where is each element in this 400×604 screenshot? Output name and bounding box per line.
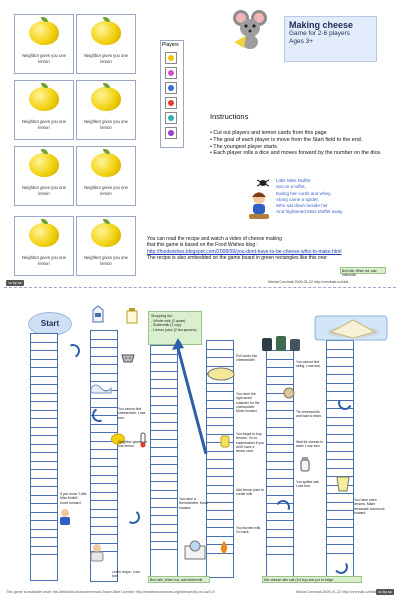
instruction-item: • The goal of each player is move from the Start field to the end.: [210, 136, 363, 143]
board-square[interactable]: [91, 510, 117, 519]
card-text: Neighbor gives you one lemon: [22, 53, 66, 64]
salt-shaker-icon: [298, 456, 312, 472]
flame-icon: [216, 540, 232, 556]
board-square[interactable]: [267, 419, 293, 428]
card-text: Neighbor gives you one lemon: [84, 255, 128, 266]
recipe-step-boil: Boil milk. When hot, add buttermilk.: [148, 576, 210, 583]
board-square[interactable]: [151, 516, 177, 525]
poem-line: And frightened Miss Muffet away: [276, 209, 343, 215]
board-square[interactable]: [31, 453, 57, 462]
board-square[interactable]: [151, 499, 177, 508]
card-text: Neighbor gives you one lemon: [22, 185, 66, 196]
board-square[interactable]: [267, 487, 293, 496]
field-miss-muffet: If you know "Little Miss Muffet", move forward.: [60, 492, 87, 505]
board-square[interactable]: [31, 411, 57, 420]
board-square[interactable]: [327, 460, 353, 469]
lemon-card[interactable]: [14, 216, 74, 276]
recipe-info: [147, 236, 387, 261]
instructions-heading: Instructions: [210, 112, 249, 121]
board-square[interactable]: [327, 520, 353, 529]
board-square[interactable]: [31, 513, 57, 522]
board-square[interactable]: [31, 470, 57, 479]
board-square[interactable]: [31, 334, 57, 343]
lemon-icon: [91, 87, 121, 111]
board-square[interactable]: [207, 392, 233, 401]
board-square[interactable]: [267, 538, 293, 547]
field-string: You cannot find string. Lose turn.: [296, 360, 322, 369]
lemon-icon: [29, 87, 59, 111]
credit-top: Michal Cervinak 2009-01-22 http://cervinak.cz/kids: [268, 280, 349, 284]
board-square[interactable]: [267, 521, 293, 530]
field-neighbor: Neighbor gives you one lemon.: [118, 440, 148, 449]
board-square[interactable]: [267, 470, 293, 479]
board-square[interactable]: [31, 394, 57, 403]
board-square[interactable]: [31, 445, 57, 454]
field-wait-drain: Wait for cheese to drain. Lose turn.: [296, 440, 324, 449]
recipe-link[interactable]: http://foodwishes.blogspot.com/2008/06/you-dont-have-to-be-cheese-whiz-to-make.html: [147, 248, 342, 255]
board-square[interactable]: [151, 533, 177, 542]
poem-line: Along came a spider,: [276, 196, 319, 202]
board-square[interactable]: [327, 409, 353, 418]
board-square[interactable]: [31, 428, 57, 437]
board-square[interactable]: [91, 365, 117, 374]
mouse-icon: [168, 85, 174, 91]
player-token[interactable]: [165, 82, 177, 94]
board-square[interactable]: [207, 503, 233, 512]
start-field[interactable]: Start: [28, 312, 72, 336]
player-token[interactable]: [165, 97, 177, 109]
recipe-step-mix: Mix cheese with salt (1/4 tsp) and put to fridge.: [262, 576, 362, 583]
board-square[interactable]: [327, 452, 353, 461]
card-text: Neighbor gives you one lemon: [84, 185, 128, 196]
board-square[interactable]: [207, 341, 233, 350]
cc-license-badge: cc by-sa: [6, 280, 24, 286]
colander-icon: [121, 350, 135, 364]
player-token[interactable]: [165, 67, 177, 79]
board-square[interactable]: [327, 341, 353, 350]
board-square[interactable]: [267, 462, 293, 471]
board-square[interactable]: [31, 487, 57, 496]
board-square[interactable]: [207, 511, 233, 520]
board-square[interactable]: [327, 418, 353, 427]
board-square[interactable]: [91, 374, 117, 383]
field-pull-curds: Pull curds into cheesecloth!: [236, 354, 258, 363]
cut-line: [4, 287, 396, 288]
mouse-icon: [168, 70, 174, 76]
board-square[interactable]: [91, 527, 117, 536]
board-square[interactable]: [327, 358, 353, 367]
board-square[interactable]: [91, 467, 117, 476]
lemon-card[interactable]: [76, 216, 136, 276]
board-square[interactable]: [267, 411, 293, 420]
board-square[interactable]: [91, 399, 117, 408]
board-square[interactable]: [91, 357, 117, 366]
board-square[interactable]: [91, 459, 117, 468]
board-track: [266, 350, 294, 578]
board-square[interactable]: [31, 547, 57, 556]
board-square[interactable]: [31, 385, 57, 394]
page-title: Making cheese: [289, 20, 354, 30]
board-square[interactable]: [31, 479, 57, 488]
board-square[interactable]: [207, 418, 233, 427]
curved-arrow-icon: [64, 342, 82, 360]
field-lose-turn: You cannot find cheesecloth. Lose turn.: [118, 407, 146, 420]
mouse-icon: [230, 6, 270, 50]
spider-icon: [256, 178, 270, 188]
instruction-item: • Each player rolls a dice and moves forward by the number on the dice.: [210, 150, 382, 157]
board-square[interactable]: [207, 520, 233, 529]
board-square[interactable]: [207, 486, 233, 495]
board-square[interactable]: [327, 435, 353, 444]
board-square[interactable]: [91, 340, 117, 349]
recipe-line: The recipe is also embedded on the game board in green rectangles like this one:: [147, 254, 328, 261]
stove-icon: [184, 540, 206, 560]
lemon-card[interactable]: [76, 146, 136, 206]
poem-line: Who sat down beside her: [276, 203, 328, 209]
buttermilk-icon: [126, 308, 138, 324]
board-square[interactable]: [207, 452, 233, 461]
board-square[interactable]: [31, 436, 57, 445]
board-square[interactable]: [151, 465, 177, 474]
recipe-example-tag: Boil milk. When hot, add buttermilk.: [340, 267, 386, 274]
board-square[interactable]: [267, 453, 293, 462]
poem-line: Eating her curds and whey,: [276, 190, 332, 196]
player-token[interactable]: [165, 127, 177, 139]
shopping-item: - Buttermilk (1 cup): [151, 323, 182, 328]
player-token[interactable]: [165, 112, 177, 124]
field-lemon-juice: Add lemon juice to curdle milk.: [236, 488, 264, 497]
cc-license-badge: cc by-sa: [376, 589, 394, 595]
board-square[interactable]: [327, 511, 353, 520]
players-count: Game for 2-6 players: [289, 30, 351, 37]
board-square[interactable]: [91, 476, 117, 485]
milk-carton-icon: [92, 305, 104, 323]
board-square[interactable]: [151, 491, 177, 500]
board-square[interactable]: [267, 436, 293, 445]
board-square[interactable]: [267, 377, 293, 386]
card-text: Neighbor gives you one lemon: [84, 53, 128, 64]
board-square[interactable]: [31, 343, 57, 352]
cheesecloth-icon: [90, 382, 112, 394]
pot-icon: [206, 366, 236, 382]
recipe-line: that this game is based on the Food Wishes blog :: [147, 242, 258, 249]
lemon-card[interactable]: [76, 14, 136, 74]
field-thermometer: You have a thermometer. Move forward.: [179, 497, 209, 510]
poem-line: Sat on a tuffet,: [276, 184, 306, 190]
lemon-icon: [29, 153, 59, 177]
board-square[interactable]: [31, 504, 57, 513]
board-square[interactable]: [207, 401, 233, 410]
mouse-icon: [168, 130, 174, 136]
lemonade-icon: [334, 474, 352, 492]
board-square[interactable]: [31, 377, 57, 386]
lemon-juice-icon: [218, 432, 232, 448]
board-square[interactable]: [267, 428, 293, 437]
board-square[interactable]: [91, 450, 117, 459]
miss-muffet-icon: [246, 190, 272, 220]
instruction-item: • The youngest player starts.: [210, 143, 279, 150]
board-square[interactable]: [327, 545, 353, 554]
mouse-icon: [168, 115, 174, 121]
board-track: [30, 333, 58, 581]
lemon-icon: [91, 21, 121, 45]
player-token[interactable]: [165, 52, 177, 64]
credit-footer: Michal Cervinak 2009-01-22 http://cervinak.cz/kids: [296, 590, 377, 594]
license-footer: This game is available under the Attribution-Noncommercial-Share Alike License: http://creativecommons.org/licenses/by-nc-sa/3.0/: [6, 590, 215, 594]
board-square[interactable]: [31, 402, 57, 411]
board-square[interactable]: [267, 360, 293, 369]
lemon-card[interactable]: [14, 80, 74, 140]
lemon-icon: [29, 223, 59, 247]
lemon-icon: [91, 223, 121, 247]
field-learn-recipe: Learn recipe. Lose turn.: [112, 570, 141, 579]
mouse-icon: [168, 55, 174, 61]
board-square[interactable]: [207, 494, 233, 503]
card-text: Neighbor gives you one lemon: [84, 119, 128, 130]
field-spilled: You spilled salt. Lose turn.: [296, 480, 320, 489]
shopping-item: - Lemon juice (2 tea spoons): [151, 327, 197, 332]
board-square[interactable]: [207, 384, 233, 393]
board-square[interactable]: [91, 501, 117, 510]
board-square[interactable]: [327, 350, 353, 359]
board-square[interactable]: [31, 462, 57, 471]
card-text: Neighbor gives you one lemon: [22, 119, 66, 130]
board-square[interactable]: [91, 493, 117, 502]
board-square[interactable]: [151, 474, 177, 483]
board-square[interactable]: [267, 445, 293, 454]
board-square[interactable]: [207, 460, 233, 469]
board-square[interactable]: [151, 525, 177, 534]
field-right-cheesecloth: You have the right-sized colander for the cheesecloth. Move forward.: [236, 392, 260, 414]
shopping-item: - Whole milk (2 quart): [151, 318, 186, 323]
board-square[interactable]: [327, 367, 353, 376]
board-square[interactable]: [327, 384, 353, 393]
field-forgot-lemons: You forgot to buy lemons. Go to supermarket if you don't have a lemon card.: [236, 432, 264, 454]
lemon-icon: [29, 21, 59, 45]
board-square[interactable]: [207, 409, 233, 418]
board-square[interactable]: [207, 469, 233, 478]
board-square[interactable]: [267, 351, 293, 360]
board-square[interactable]: [327, 375, 353, 384]
mouse-icon: [168, 100, 174, 106]
board-square[interactable]: [31, 521, 57, 530]
board-square[interactable]: [267, 402, 293, 411]
miss-muffet-icon: [58, 508, 72, 526]
board-square[interactable]: [267, 547, 293, 556]
board-square[interactable]: [91, 348, 117, 357]
board-square[interactable]: [151, 542, 177, 551]
title-box: [284, 16, 377, 62]
board-square[interactable]: [91, 518, 117, 527]
lemon-card[interactable]: [14, 14, 74, 74]
cook-icon: [88, 542, 106, 562]
board-square[interactable]: [327, 494, 353, 503]
board-square[interactable]: [207, 350, 233, 359]
board-square[interactable]: [31, 368, 57, 377]
cheese-icon: [313, 312, 389, 342]
board-square[interactable]: [327, 426, 353, 435]
board-square[interactable]: [31, 530, 57, 539]
go-back-arrow-icon: [170, 338, 210, 458]
board-square[interactable]: [31, 360, 57, 369]
field-tie: Tie cheesecloth and wait to drain.: [296, 410, 322, 419]
board-square[interactable]: [31, 496, 57, 505]
poem-line: Little Miss Muffet: [276, 178, 311, 183]
instructions-list: [210, 130, 385, 157]
board-square[interactable]: [151, 508, 177, 517]
string-icon: [282, 386, 296, 400]
board-square[interactable]: [31, 419, 57, 428]
board-square[interactable]: [267, 368, 293, 377]
lemon-card[interactable]: [76, 80, 136, 140]
board-square[interactable]: [327, 528, 353, 537]
bottles-icon: [260, 334, 304, 352]
recipe-line: You can read the recipe and watch a video of cheese making: [147, 236, 282, 242]
board-square[interactable]: [91, 331, 117, 340]
board-square[interactable]: [151, 482, 177, 491]
age-range: Ages 3+: [289, 38, 314, 45]
instruction-item: • Cut out players and lemon cards from this page: [210, 130, 327, 136]
board-square[interactable]: [327, 503, 353, 512]
board-square[interactable]: [267, 479, 293, 488]
players-label: Players: [162, 42, 179, 48]
board-square[interactable]: [327, 443, 353, 452]
field-extra-lemons: You have extra lemons. Make lemonade and move forward.: [354, 498, 385, 515]
board-square[interactable]: [31, 351, 57, 360]
board-square[interactable]: [207, 528, 233, 537]
shopping-title: Shopping list:: [151, 314, 173, 318]
lemon-card[interactable]: [14, 146, 74, 206]
board-square[interactable]: [267, 530, 293, 539]
board-track: [326, 340, 354, 578]
board-square[interactable]: [327, 537, 353, 546]
field-burned-milk: You burned milk. Go back.: [236, 526, 262, 535]
board-square[interactable]: [207, 477, 233, 486]
curved-arrow-icon: [125, 509, 141, 525]
lemon-icon: [91, 153, 121, 177]
board-square[interactable]: [91, 484, 117, 493]
card-text: Neighbor gives you one lemon: [22, 255, 66, 266]
poem: [276, 178, 386, 216]
board-square[interactable]: [31, 538, 57, 547]
